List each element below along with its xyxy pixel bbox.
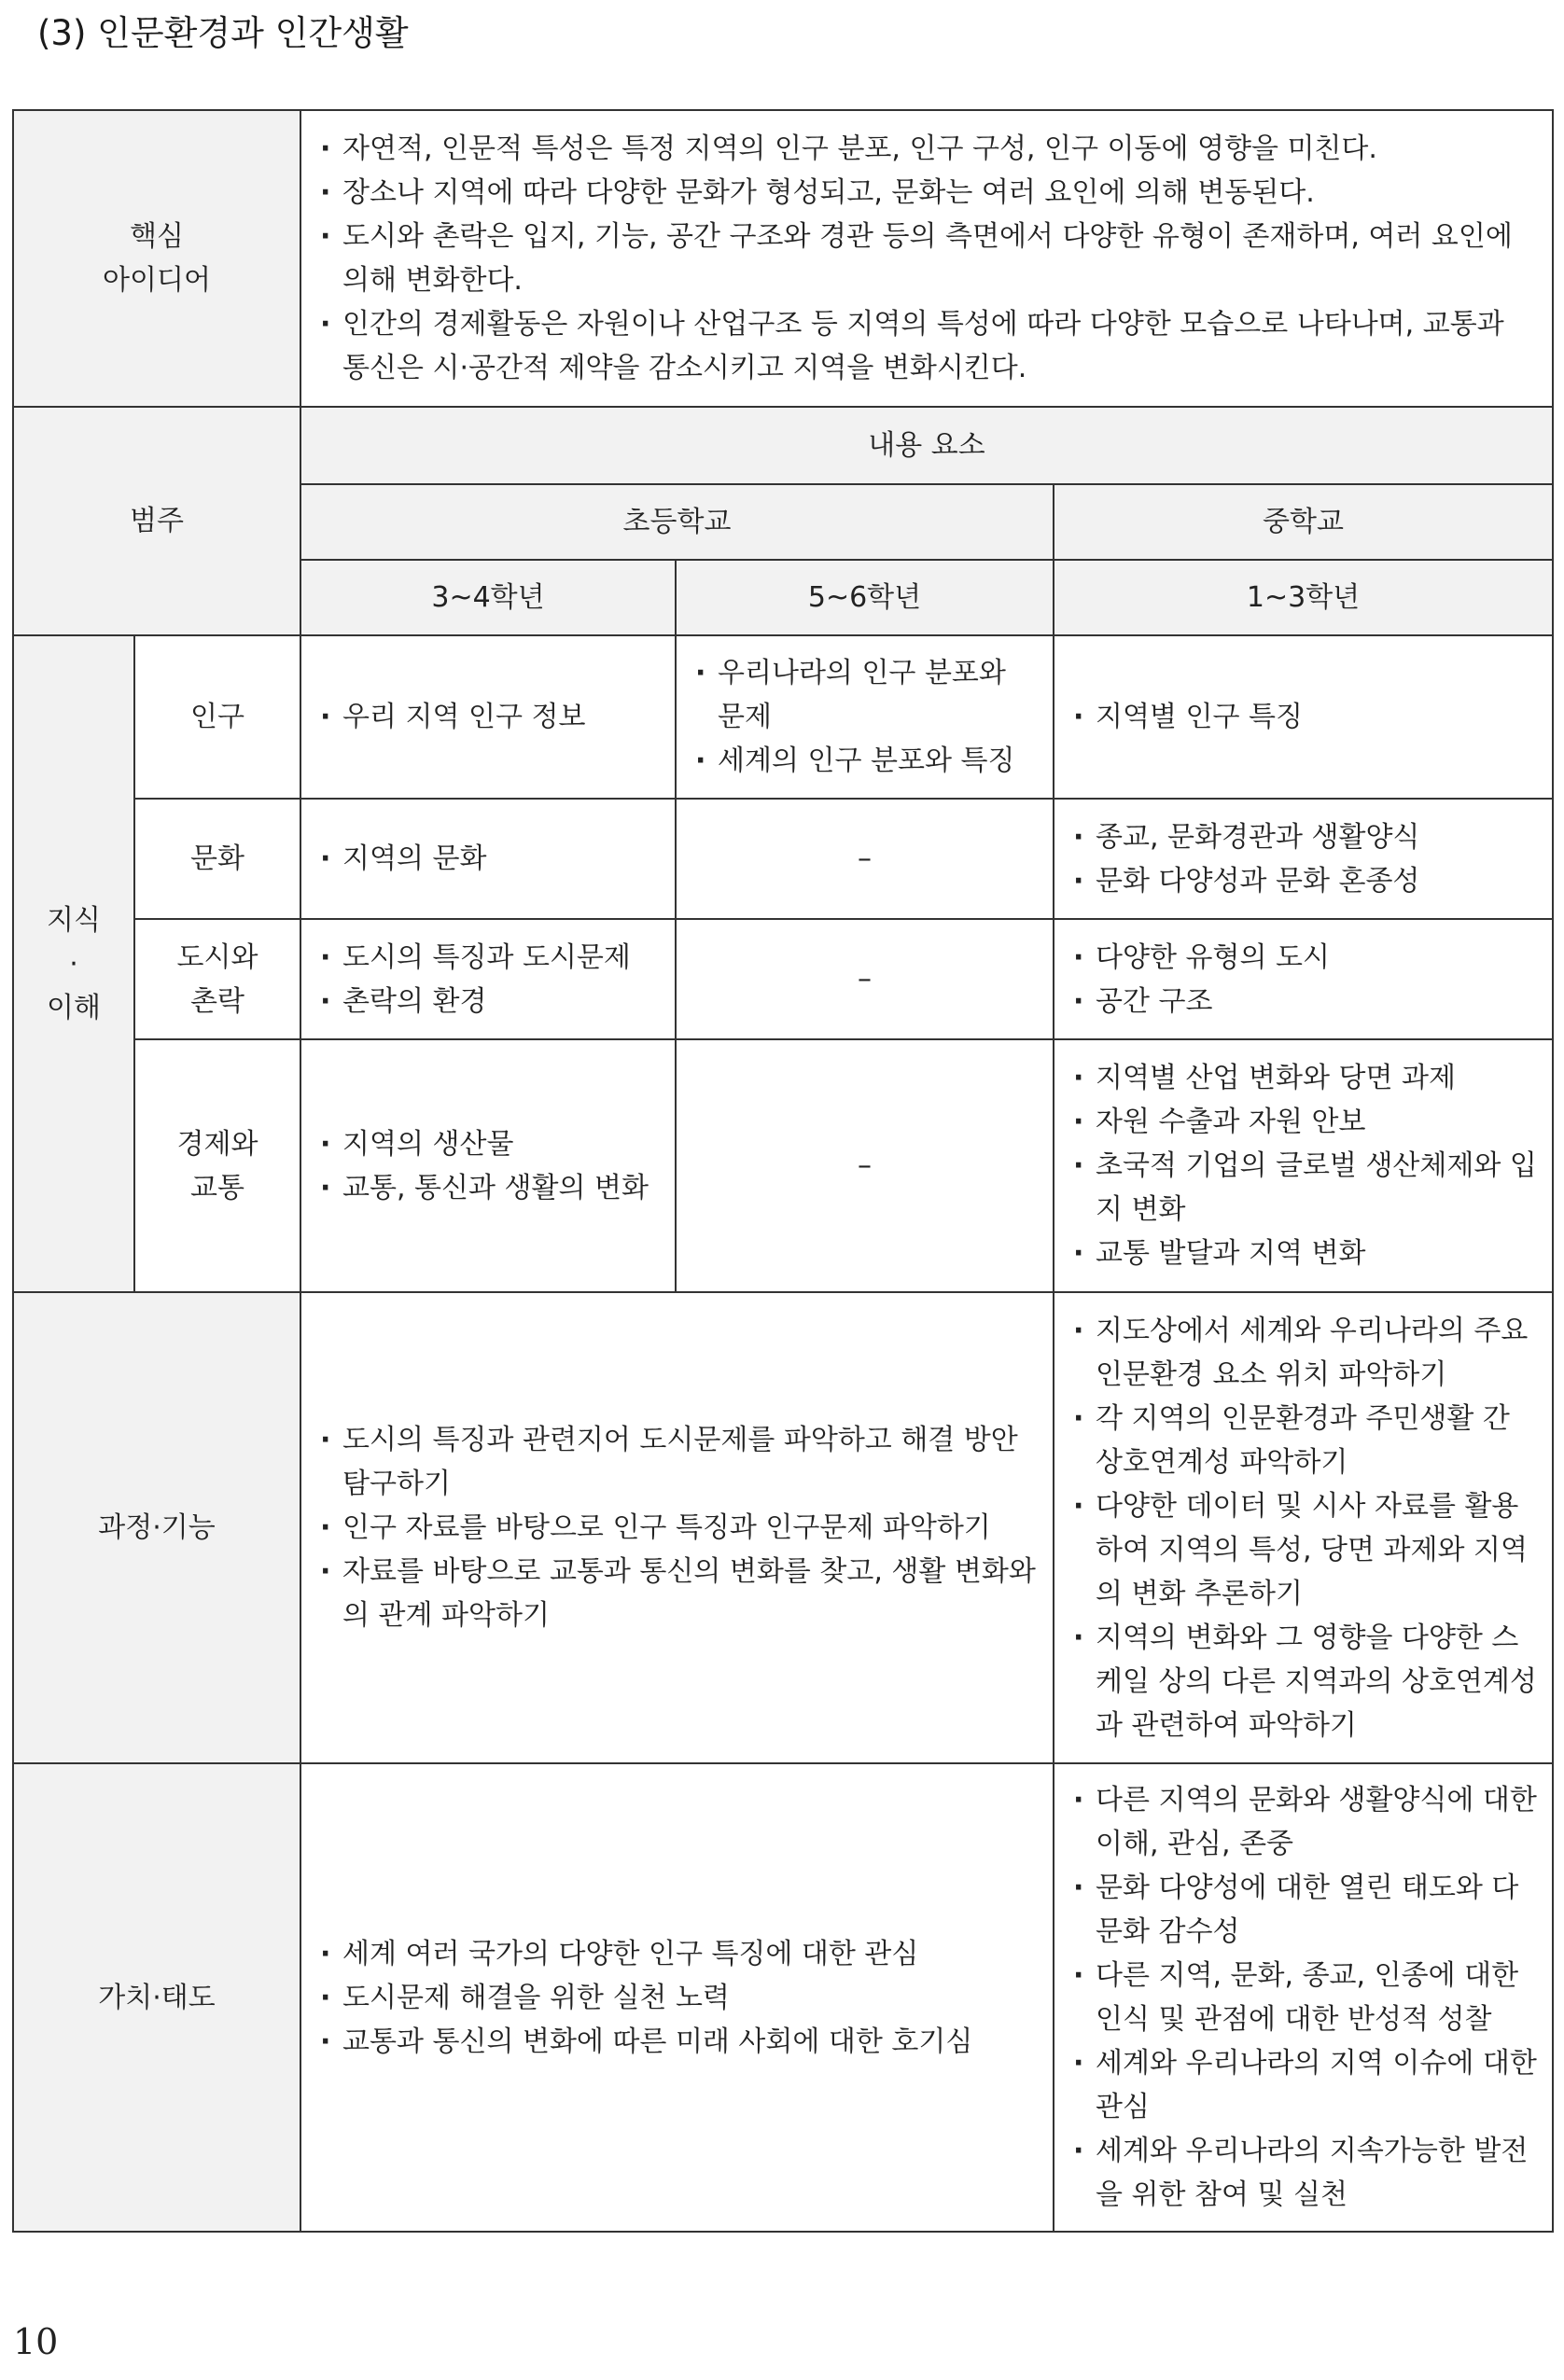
grade-3-4-header: 3~4학년	[300, 560, 676, 635]
list-item: · 각 지역의 인문환경과 주민생활 간 상호연계성 파악하기	[1068, 1397, 1539, 1484]
list-item: · 문화 다양성에 대한 열린 태도와 다문화 감수성	[1068, 1866, 1539, 1954]
sub-category-population: 인구	[134, 635, 300, 799]
list-item: · 다른 지역의 문화와 생활양식에 대한 이해, 관심, 존중	[1068, 1778, 1539, 1866]
list-item: · 다양한 유형의 도시	[1068, 936, 1539, 980]
g34-culture	[300, 799, 676, 919]
g56-economy-empty: –	[676, 1039, 1054, 1292]
list-item: · 문화 다양성과 문화 혼종성	[1068, 859, 1539, 903]
list-item: · 세계와 우리나라의 지역 이슈에 대한 관심	[1068, 2041, 1539, 2129]
values-label: 가치·태도	[13, 1763, 300, 2232]
content-elements-header: 내용 요소	[300, 407, 1553, 484]
list-item: · 초국적 기업의 글로벌 생산체제와 입지 변화	[1068, 1144, 1539, 1232]
elementary-header: 초등학교	[300, 484, 1054, 560]
g56-culture-empty: –	[676, 799, 1054, 919]
g56-population	[676, 635, 1054, 799]
header-row-1	[13, 407, 1553, 484]
list-item: · 촌락의 환경	[314, 980, 662, 1023]
list-item: · 세계의 인구 분포와 특징	[690, 739, 1040, 783]
list-item: · 지역의 문화	[314, 837, 662, 881]
g34-economy	[300, 1039, 676, 1292]
list-item: · 지역별 산업 변화와 당면 과제	[1068, 1056, 1539, 1100]
list-item: · 공간 구조	[1068, 980, 1539, 1023]
process-middle	[1054, 1292, 1553, 1763]
core-idea-label: 핵심 아이디어	[13, 110, 300, 407]
page-number: 10	[13, 2321, 59, 2362]
list-item: · 지도상에서 세계와 우리나라의 주요 인문환경 요소 위치 파악하기	[1068, 1309, 1539, 1397]
values-middle	[1054, 1763, 1553, 2232]
page-title: (3) 인문환경과 인간생활	[37, 13, 409, 53]
g13-economy	[1054, 1039, 1553, 1292]
list-item: · 교통과 통신의 변화에 따른 미래 사회에 대한 호기심	[314, 2020, 1040, 2064]
list-item: · 지역의 생산물	[314, 1122, 662, 1166]
core-idea-item: · 인간의 경제활동은 자원이나 산업구조 등 지역의 특성에 따라 다양한 모습으로 나타나며, 교통과 통신은 시·공간적 제약을 감소시키고 지역을 변화시킨다.	[314, 302, 1539, 390]
middle-school-header: 중학교	[1054, 484, 1553, 560]
core-idea-item: · 도시와 촌락은 입지, 기능, 공간 구조와 경관 등의 측면에서 다양한 유형이 존재하며, 여러 요인에 의해 변화한다.	[314, 215, 1539, 302]
knowledge-row-economy	[13, 1039, 1553, 1292]
process-row	[13, 1292, 1553, 1763]
list-item: · 인구 자료를 바탕으로 인구 특징과 인구문제 파악하기	[314, 1506, 1040, 1550]
g13-city	[1054, 919, 1553, 1039]
core-idea-content	[300, 110, 1553, 407]
list-item: · 종교, 문화경관과 생활양식	[1068, 815, 1539, 859]
list-item: · 도시의 특징과 관련지어 도시문제를 파악하고 해결 방안 탐구하기	[314, 1418, 1040, 1506]
knowledge-row-city	[13, 919, 1553, 1039]
core-idea-item: · 자연적, 인문적 특성은 특정 지역의 인구 분포, 인구 구성, 인구 이동에 영향을 미친다.	[314, 127, 1539, 171]
knowledge-label: 지식 · 이해	[13, 635, 134, 1292]
list-item: · 지역의 변화와 그 영향을 다양한 스케일 상의 다른 지역과의 상호연계성과 관련하여 파악하기	[1068, 1616, 1539, 1747]
grade-1-3-header: 1~3학년	[1054, 560, 1553, 635]
sub-category-culture: 문화	[134, 799, 300, 919]
process-elementary	[300, 1292, 1054, 1763]
list-item: · 도시의 특징과 도시문제	[314, 936, 662, 980]
list-item: · 지역별 인구 특징	[1068, 695, 1539, 739]
g56-city-empty: –	[676, 919, 1054, 1039]
g13-population	[1054, 635, 1553, 799]
category-header: 범주	[13, 407, 300, 635]
list-item: · 교통, 통신과 생활의 변화	[314, 1166, 662, 1210]
list-item: · 도시문제 해결을 위한 실천 노력	[314, 1976, 1040, 2020]
g34-population	[300, 635, 676, 799]
list-item: · 교통 발달과 지역 변화	[1068, 1232, 1539, 1275]
g13-culture	[1054, 799, 1553, 919]
list-item: · 세계 여러 국가의 다양한 인구 특징에 대한 관심	[314, 1932, 1040, 1976]
list-item: · 세계와 우리나라의 지속가능한 발전을 위한 참여 및 실천	[1068, 2129, 1539, 2217]
sub-category-city: 도시와 촌락	[134, 919, 300, 1039]
list-item: · 자원 수출과 자원 안보	[1068, 1100, 1539, 1144]
list-item: · 다른 지역, 문화, 종교, 인종에 대한 인식 및 관점에 대한 반성적 성찰	[1068, 1954, 1539, 2041]
list-item: · 자료를 바탕으로 교통과 통신의 변화를 찾고, 생활 변화와의 관계 파악하기	[314, 1550, 1040, 1637]
process-label: 과정·기능	[13, 1292, 300, 1763]
list-item: · 다양한 데이터 및 시사 자료를 활용하여 지역의 특성, 당면 과제와 지역의 변화 추론하기	[1068, 1484, 1539, 1616]
values-elementary	[300, 1763, 1054, 2232]
core-idea-item: · 장소나 지역에 따라 다양한 문화가 형성되고, 문화는 여러 요인에 의해 변동된다.	[314, 171, 1539, 215]
knowledge-row-culture	[13, 799, 1553, 919]
sub-category-economy: 경제와 교통	[134, 1039, 300, 1292]
grade-5-6-header: 5~6학년	[676, 560, 1054, 635]
values-row	[13, 1763, 1553, 2232]
core-idea-row	[13, 110, 1553, 407]
knowledge-row-population	[13, 635, 1553, 799]
list-item: · 우리 지역 인구 정보	[314, 695, 662, 739]
g34-city	[300, 919, 676, 1039]
list-item: · 우리나라의 인구 분포와 문제	[690, 651, 1040, 739]
curriculum-table	[12, 109, 1554, 2233]
